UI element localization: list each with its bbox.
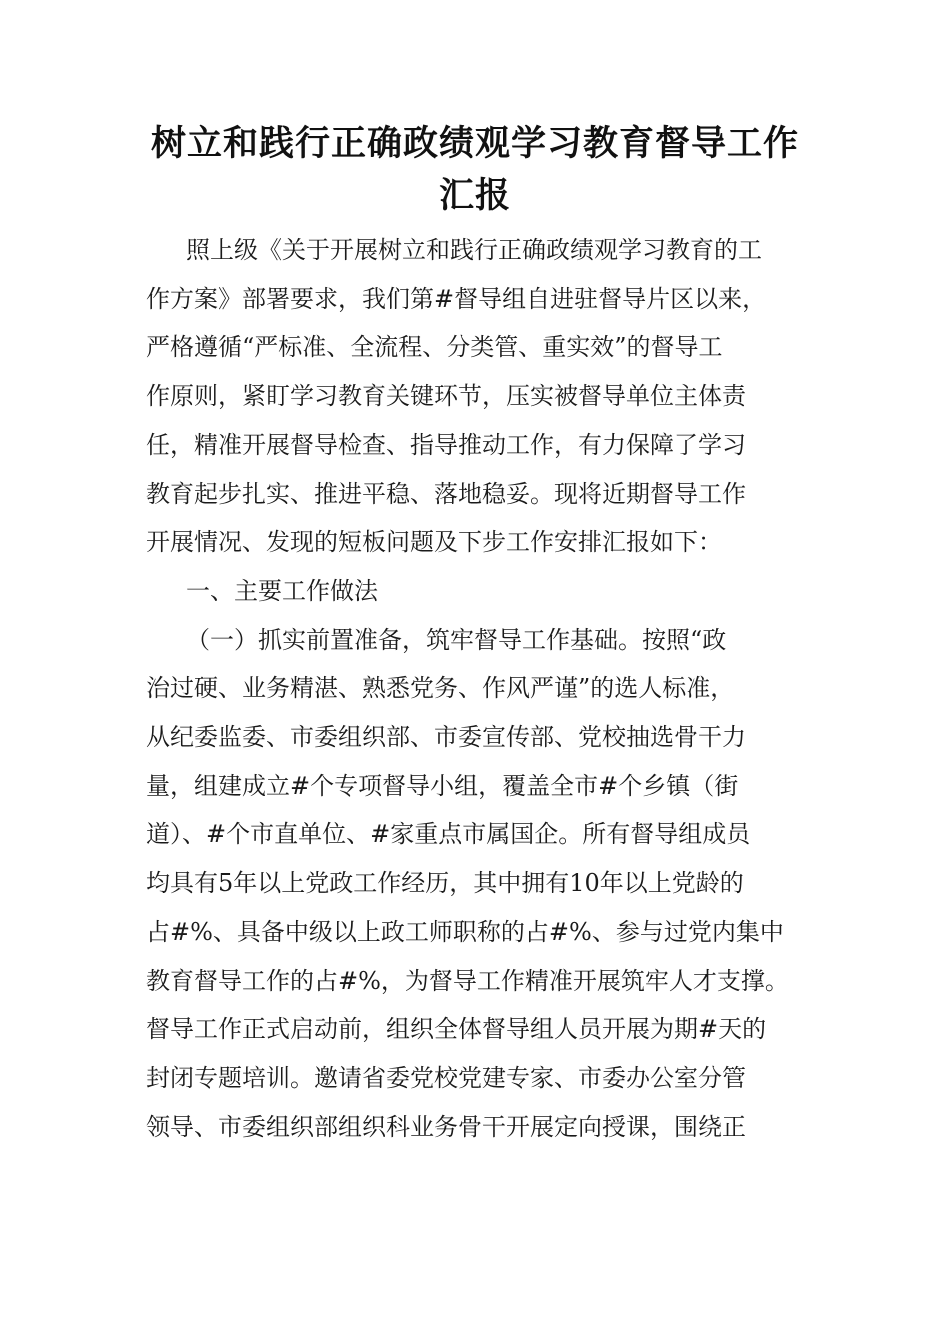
title-line-2: 汇报: [438, 176, 511, 216]
document-body: [146, 226, 806, 1151]
intro-line-3: 严格遵循“严标准、全流程、分类管、重实效”的督导工: [146, 333, 723, 362]
intro-paragraph: [146, 226, 806, 567]
para1-line-10: 封闭专题培训。邀请省委党校党建专家、市委办公室分管: [146, 1063, 746, 1092]
para1-line-6: 均具有5年以上党政工作经历，其中拥有10年以上党龄的: [146, 869, 744, 898]
para1-line-9: 督导工作正式启动前，组织全体督导组人员开展为期#天的: [146, 1015, 767, 1044]
para1-line-8: 教育督导工作的占#%，为督导工作精准开展筑牢人才支撑。: [146, 966, 789, 995]
para1-line-2: 治过硬、业务精湛、熟悉党务、作风严谨”的选人标准，: [146, 674, 735, 703]
para1-line-3: 从纪委监委、市委组织部、市委宣传部、党校抽选骨干力: [146, 723, 746, 752]
title-line-1: 树立和践行正确政绩观学习教育督导工作: [150, 124, 799, 164]
intro-line-2: 作方案》部署要求，我们第#督导组自进驻督导片区以来，: [146, 284, 767, 313]
intro-line-1: 照上级《关于开展树立和践行正确政绩观学习教育的工: [186, 236, 762, 264]
document-title: [140, 118, 810, 222]
intro-line-4: 作原则，紧盯学习教育关键环节，压实被督导单位主体责: [146, 382, 746, 411]
para1-line-5: 道）、#个市直单位、#家重点市属国企。所有督导组成员: [146, 820, 751, 849]
para1-line-7: 占#%、具备中级以上政工师职称的占#%、参与过党内集中: [146, 917, 784, 946]
intro-line-6: 教育起步扎实、推进平稳、落地稳妥。现将近期督导工作: [146, 479, 746, 508]
intro-line-5: 任，精准开展督导检查、指导推动工作，有力保障了学习: [146, 430, 746, 459]
para1-line-4: 量，组建成立#个专项督导小组，覆盖全市#个乡镇（街: [146, 771, 739, 800]
para1-line-11: 领导、市委组织部组织科业务骨干开展定向授课，围绕正: [146, 1112, 746, 1141]
para1-line-1: （一）抓实前置准备，筑牢督导工作基础。按照“政: [186, 625, 727, 654]
section-heading-1: 一、主要工作做法: [186, 576, 378, 605]
paragraph-1: [146, 616, 806, 1152]
intro-line-7: 开展情况、发现的短板问题及下步工作安排汇报如下：: [146, 528, 722, 557]
